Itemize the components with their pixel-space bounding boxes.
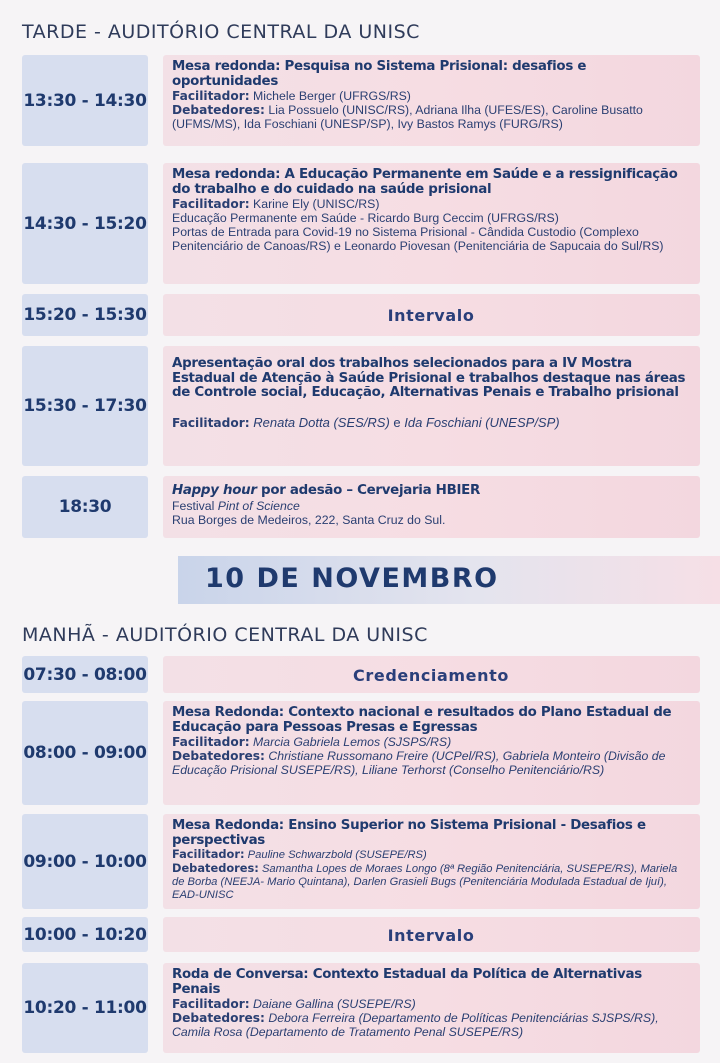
session-title: Mesa redonda: A Educação Permanente em Saúde e a ressignificação do trabalho e do cuidado na saúde prisional <box>172 167 678 197</box>
registration-label: Credenciamento <box>353 665 509 685</box>
time-slot: 10:00 - 10:20 <box>22 917 148 952</box>
festival-name: Pint of Science <box>217 498 300 513</box>
session-title: Mesa Redonda: Ensino Superior no Sistema Prisional - Desafios e perspectivas <box>172 818 646 848</box>
debatedores-value: Samantha Lopes de Moraes Longo (8ª Região Penitenciária, SUSEPE/RS), Mariela de Borba (NEEJA- Mario Quintana), Darlen Grasieli Bugs (Penitenciária Modulada Estadual de Ijuí), EAD-UNISC <box>172 863 678 901</box>
facilitador-value: Renata Dotta (SES/RS) <box>249 414 390 430</box>
session-box <box>163 917 700 952</box>
time-slot: 13:30 - 14:30 <box>22 55 148 146</box>
schedule-row <box>22 917 700 952</box>
facilitador-label: Facilitador: <box>172 89 250 103</box>
time-slot: 14:30 - 15:20 <box>22 163 148 284</box>
session-box <box>163 346 700 466</box>
schedule-row <box>22 963 700 1053</box>
debatedores-label: Debatedores: <box>172 103 265 117</box>
session-title: por adesão – Cervejaria HBIER <box>256 483 481 498</box>
debatedores-value: Lia Possuelo (UNISC/RS), Adriana Ilha (UFES/ES), Caroline Busatto (UFMS/MS), Ida Foschiani (UNESP/SP), Ivy Bastos Ramys (FURG/RS) <box>172 103 643 131</box>
section-title-tarde: TARDE - AUDITÓRIO CENTRAL DA UNISC <box>22 21 420 43</box>
facilitador-label: Facilitador: <box>172 735 250 749</box>
debatedores-value: Debora Ferreira (Departamento de Políticas Penitenciárias SJSPS/RS), Camila Rosa (Departamento de Tratamento Penal SUSEPE/RS) <box>172 1011 659 1039</box>
session-box <box>163 656 700 693</box>
facilitador-value: Marcia Gabriela Lemos (SJSPS/RS) <box>249 735 452 749</box>
break-label: Intervalo <box>387 925 475 945</box>
facilitador-label: Facilitador: <box>172 197 250 211</box>
debatedores-label: Debatedores: <box>172 861 259 875</box>
session-box <box>163 476 700 538</box>
session-box <box>163 163 700 284</box>
break-label: Intervalo <box>387 306 475 325</box>
session-box <box>163 814 700 909</box>
facilitador-label: Facilitador: <box>172 847 245 861</box>
time-slot: 07:30 - 08:00 <box>22 656 148 693</box>
debatedores-label: Debatedores: <box>172 749 265 763</box>
debatedores-value: Christiane Russomano Freire (UCPel/RS), Gabriela Monteiro (Divisão de Educação Prisional SUSEPE/RS), Liliane Terhorst (Conselho Penitenciário/RS) <box>172 749 666 777</box>
session-title: Mesa redonda: Pesquisa no Sistema Prisional: desafios e oportunidades <box>172 59 587 89</box>
facilitador-label: Facilitador: <box>172 415 250 430</box>
schedule-row <box>22 163 700 284</box>
session-box <box>163 701 700 805</box>
session-box <box>163 55 700 146</box>
session-title: Apresentação oral dos trabalhos selecionados para a IV Mostra Estadual de Atenção à Saúde Prisional e trabalhos destaque nas áreas de Controle social, Educação, Alternativas Penais e Trabalho prisional <box>172 356 686 400</box>
time-slot: 15:30 - 17:30 <box>22 346 148 466</box>
section-title-manha: MANHÃ - AUDITÓRIO CENTRAL DA UNISC <box>22 624 428 646</box>
facilitador-value: Michele Berger (UFRGS/RS) <box>249 89 411 103</box>
schedule-row <box>22 346 700 466</box>
session-title: Roda de Conversa: Contexto Estadual da Política de Alternativas Penais <box>172 967 642 997</box>
time-slot: 15:20 - 15:30 <box>22 294 148 336</box>
festival-prefix: Festival <box>172 498 218 513</box>
facilitador-label: Facilitador: <box>172 997 250 1011</box>
session-line: Portas de Entrada para Covid-19 no Sistema Prisional - Cândida Custodio (Complexo Penitenciário de Canoas/RS) e Leonardo Piovesan (Penitenciária de Sapucaia do Sul/RS) <box>172 225 664 253</box>
happy-hour-label: Happy hour <box>172 483 257 498</box>
time-slot: 08:00 - 09:00 <box>22 701 148 805</box>
session-box <box>163 294 700 336</box>
session-box <box>163 963 700 1053</box>
schedule-row <box>22 476 700 538</box>
schedule-row <box>22 814 700 909</box>
facilitador-value: Ida Foschiani (UNESP/SP) <box>404 414 560 430</box>
schedule-row <box>22 701 700 805</box>
schedule-row <box>22 656 700 693</box>
debatedores-label: Debatedores: <box>172 1011 265 1025</box>
time-slot: 18:30 <box>22 476 148 538</box>
time-slot: 10:20 - 11:00 <box>22 963 148 1053</box>
time-slot: 09:00 - 10:00 <box>22 814 148 909</box>
facilitador-join: e <box>389 414 405 430</box>
address: Rua Borges de Medeiros, 222, Santa Cruz do Sul. <box>172 512 446 527</box>
date-banner-text: 10 DE NOVEMBRO <box>205 563 499 594</box>
session-title: Mesa Redonda: Contexto nacional e resultados do Plano Estadual de Educação para Pessoas Presas e Egressas <box>172 705 672 735</box>
session-line: Educação Permanente em Saúde - Ricardo Burg Ceccim (UFRGS/RS) <box>172 211 559 225</box>
facilitador-value: Pauline Schwarzbold (SUSEPE/RS) <box>244 849 427 861</box>
schedule-row <box>22 294 700 336</box>
facilitador-value: Daiane Gallina (SUSEPE/RS) <box>249 997 416 1011</box>
schedule-row <box>22 55 700 146</box>
facilitador-value: Karine Ely (UNISC/RS) <box>249 197 380 211</box>
